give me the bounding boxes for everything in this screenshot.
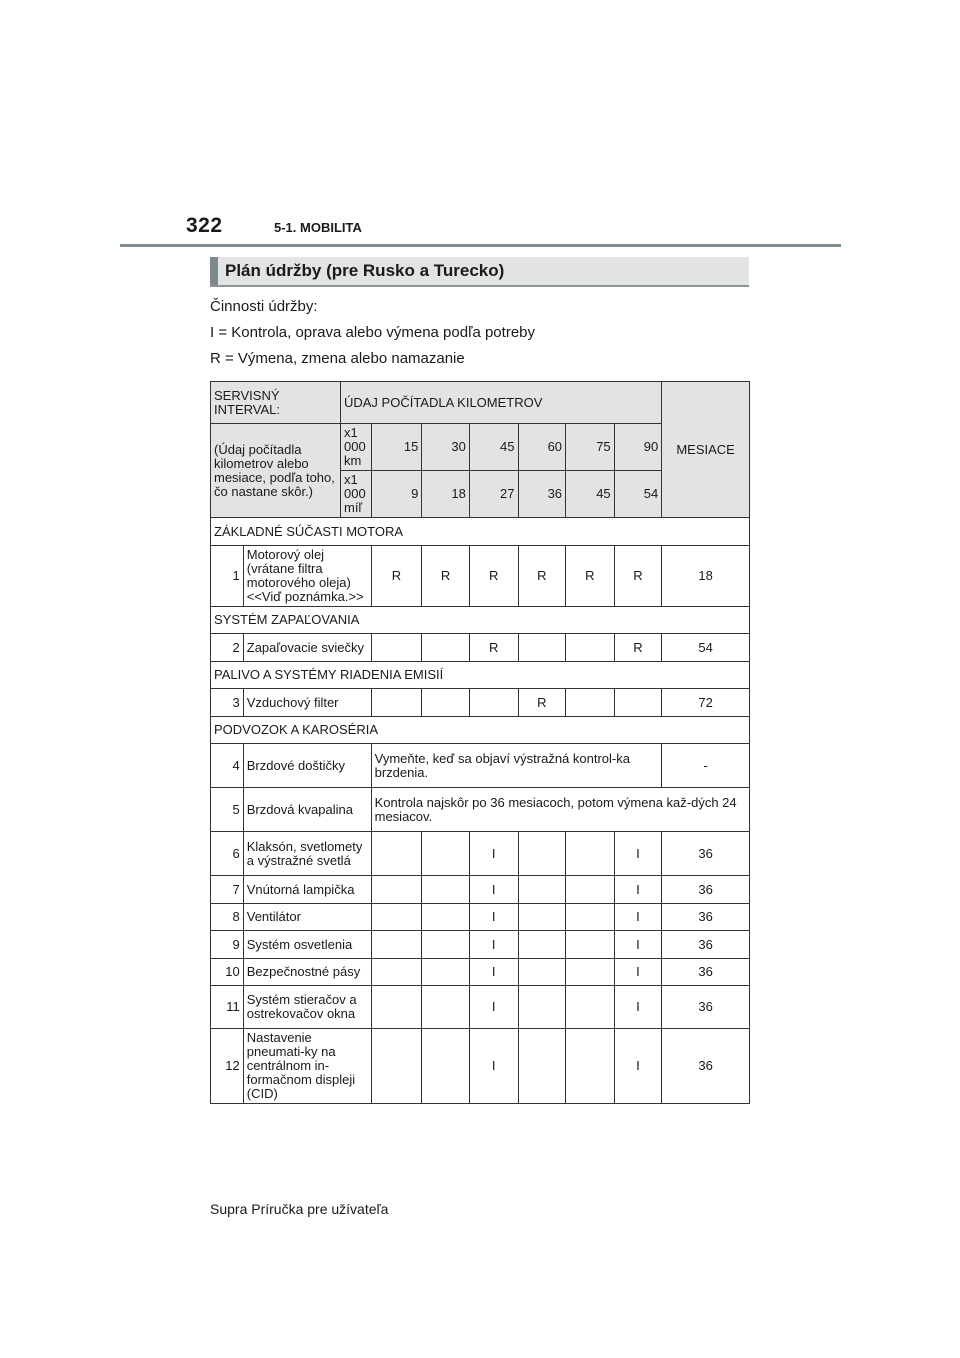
category-row (211, 518, 750, 546)
row-cell: R (566, 546, 615, 607)
mi-value: 36 (518, 471, 566, 518)
category-row (211, 607, 750, 634)
page-title: Plán údržby (pre Rusko a Turecko) (225, 261, 505, 280)
row-cell (518, 959, 566, 986)
row-cell (566, 959, 615, 986)
row-cell (371, 634, 422, 662)
page-number: 322 (186, 214, 223, 237)
row-cell: I (469, 904, 518, 931)
mi-value: 54 (614, 471, 662, 518)
category-row (211, 717, 750, 744)
row-cell (371, 959, 422, 986)
row-cell (518, 634, 566, 662)
section-label: 5-1. MOBILITA (274, 220, 362, 235)
row-cell: R (371, 546, 422, 607)
row-number: 8 (211, 904, 244, 931)
row-cell: I (614, 986, 662, 1029)
row-number: 11 (211, 986, 244, 1029)
intro-line-1: Činnosti údržby: (210, 298, 318, 315)
row-cell (371, 876, 422, 904)
row-number: 3 (211, 689, 244, 717)
km-value: 75 (566, 424, 615, 471)
row-cell: I (469, 1029, 518, 1104)
intro-line-3: R = Výmena, zmena alebo namazanie (210, 350, 465, 367)
row-cell: R (469, 634, 518, 662)
row-note: Vymeňte, keď sa objaví výstražná kontrol-ka brzdenia. (371, 744, 662, 788)
km-unit: x1 000 km (340, 424, 371, 471)
table-row (211, 689, 750, 717)
mi-value: 27 (469, 471, 518, 518)
row-cell: I (614, 832, 662, 876)
row-number: 5 (211, 788, 244, 832)
row-months: 36 (662, 986, 750, 1029)
table-header-row (211, 382, 750, 424)
row-cell: I (614, 1029, 662, 1104)
row-cell (422, 959, 470, 986)
row-cell: I (469, 959, 518, 986)
row-cell: I (469, 832, 518, 876)
row-cell (371, 904, 422, 931)
row-cell: I (614, 959, 662, 986)
row-cell (422, 904, 470, 931)
row-number: 10 (211, 959, 244, 986)
row-cell: I (614, 931, 662, 959)
row-cell (371, 986, 422, 1029)
table-row (211, 876, 750, 904)
row-cell (566, 634, 615, 662)
table-row (211, 904, 750, 931)
row-months: 36 (662, 959, 750, 986)
table-row (211, 832, 750, 876)
row-cell (518, 1029, 566, 1104)
mi-value: 9 (371, 471, 422, 518)
row-cell (566, 689, 615, 717)
km-value: 15 (371, 424, 422, 471)
row-months: 54 (662, 634, 750, 662)
row-cell (518, 931, 566, 959)
row-cell (422, 634, 470, 662)
row-number: 1 (211, 546, 244, 607)
months-header: MESIACE (662, 382, 750, 518)
table-row (211, 959, 750, 986)
row-item: Vnútorná lampička (243, 876, 371, 904)
row-cell: R (614, 634, 662, 662)
row-item: Vzduchový filter (243, 689, 371, 717)
table-row (211, 986, 750, 1029)
row-months: 36 (662, 832, 750, 876)
row-cell (566, 876, 615, 904)
footer-text: Supra Príručka pre užívateľa (210, 1201, 389, 1217)
row-cell (422, 986, 470, 1029)
row-months: 36 (662, 931, 750, 959)
row-item: Systém osvetlenia (243, 931, 371, 959)
row-cell (422, 876, 470, 904)
row-item: Systém stieračov a ostrekovačov okna (243, 986, 371, 1029)
row-cell (518, 876, 566, 904)
km-value: 45 (469, 424, 518, 471)
row-cell (371, 689, 422, 717)
row-months: 36 (662, 876, 750, 904)
row-cell: I (614, 904, 662, 931)
row-cell (371, 931, 422, 959)
km-value: 90 (614, 424, 662, 471)
row-cell: I (614, 876, 662, 904)
row-cell: I (469, 986, 518, 1029)
table-row (211, 1029, 750, 1104)
title-bar (210, 257, 749, 287)
row-months: 36 (662, 1029, 750, 1104)
service-interval-label: SERVISNÝ INTERVAL: (211, 382, 341, 424)
row-cell (422, 832, 470, 876)
row-cell (566, 1029, 615, 1104)
row-cell: R (422, 546, 470, 607)
row-months: - (662, 744, 750, 788)
row-cell (518, 904, 566, 931)
header-rule (120, 244, 841, 247)
table-row (211, 546, 750, 607)
table-row (211, 788, 750, 832)
row-cell (614, 689, 662, 717)
row-cell: I (469, 876, 518, 904)
row-cell (518, 832, 566, 876)
row-number: 2 (211, 634, 244, 662)
row-cell: R (614, 546, 662, 607)
category-row (211, 662, 750, 689)
row-item: Bezpečnostné pásy (243, 959, 371, 986)
row-number: 9 (211, 931, 244, 959)
row-cell (518, 986, 566, 1029)
row-cell (422, 1029, 470, 1104)
category-ignition: SYSTÉM ZAPAĽOVANIA (211, 607, 750, 634)
intro-line-2: I = Kontrola, oprava alebo výmena podľa potreby (210, 324, 535, 341)
row-item: Klaksón, svetlomety a výstražné svetlá (243, 832, 371, 876)
odometer-header: ÚDAJ POČÍTADLA KILOMETROV (340, 382, 661, 424)
row-item: Brzdové doštičky (243, 744, 371, 788)
row-months: 18 (662, 546, 750, 607)
table-row (211, 744, 750, 788)
row-number: 6 (211, 832, 244, 876)
row-cell (422, 931, 470, 959)
row-item: Ventilátor (243, 904, 371, 931)
row-item: Nastavenie pneumati-ky na centrálnom in-formačnom displeji (CID) (243, 1029, 371, 1104)
table-row (211, 634, 750, 662)
row-months: 72 (662, 689, 750, 717)
category-engine: ZÁKLADNÉ SÚČASTI MOTORA (211, 518, 750, 546)
row-cell (371, 832, 422, 876)
km-value: 30 (422, 424, 470, 471)
row-cell (371, 1029, 422, 1104)
row-cell: R (518, 689, 566, 717)
row-cell (566, 986, 615, 1029)
mi-unit: x1 000 míľ (340, 471, 371, 518)
row-item: Motorový olej (vrátane filtra motorového oleja) <<Viď poznámka.>> (243, 546, 371, 607)
row-item: Zapaľovacie sviečky (243, 634, 371, 662)
row-cell (422, 689, 470, 717)
row-cell: R (518, 546, 566, 607)
row-months: 36 (662, 904, 750, 931)
mi-value: 45 (566, 471, 615, 518)
category-chassis: PODVOZOK A KAROSÉRIA (211, 717, 750, 744)
category-fuel: PALIVO A SYSTÉMY RIADENIA EMISIÍ (211, 662, 750, 689)
row-note: Kontrola najskôr po 36 mesiacoch, potom výmena kaž-dých 24 mesiacov. (371, 788, 749, 832)
km-value: 60 (518, 424, 566, 471)
row-number: 4 (211, 744, 244, 788)
table-row (211, 931, 750, 959)
row-cell: I (469, 931, 518, 959)
row-item: Brzdová kvapalina (243, 788, 371, 832)
interval-note: (Údaj počítadla kilometrov alebo mesiace, podľa toho, čo nastane skôr.) (211, 424, 341, 518)
row-cell (566, 904, 615, 931)
title-accent (210, 257, 218, 285)
row-cell (566, 931, 615, 959)
maintenance-table (210, 381, 750, 1104)
row-cell: R (469, 546, 518, 607)
row-number: 7 (211, 876, 244, 904)
row-number: 12 (211, 1029, 244, 1104)
row-cell (566, 832, 615, 876)
row-cell (469, 689, 518, 717)
mi-value: 18 (422, 471, 470, 518)
